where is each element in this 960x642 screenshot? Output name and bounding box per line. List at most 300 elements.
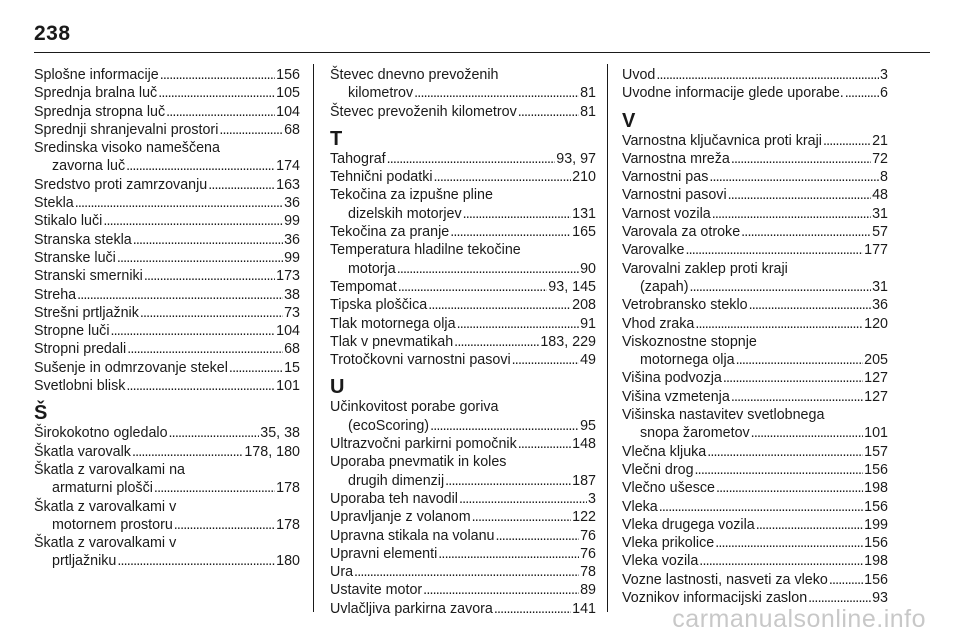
dot-leader: [686, 241, 864, 259]
index-entry-term: Uporaba pnevmatik in koles: [330, 454, 507, 471]
index-entry-line: [34, 66, 300, 84]
index-entry: [622, 84, 888, 102]
index-entry-term: Varnostna ključavnica proti kraji: [622, 132, 822, 149]
dot-leader: [728, 186, 871, 204]
index-entry-line: [34, 461, 300, 479]
index-entry: [622, 443, 888, 461]
index-entry-line: [330, 186, 596, 204]
index-entry-term: Vlečni drog: [622, 461, 694, 478]
index-entry-line: [622, 516, 888, 534]
index-entry-line: [330, 453, 596, 471]
index-entry-line: [34, 103, 300, 121]
dot-leader: [756, 516, 863, 534]
index-entry-line: [34, 194, 300, 212]
index-entry: [34, 84, 300, 102]
index-entry-line: [34, 176, 300, 194]
index-entry-line: [34, 377, 300, 395]
index-entry-line: [34, 443, 300, 461]
index-entry-line: [34, 340, 300, 358]
index-entry-term: Širokokotno ogledalo: [34, 425, 168, 442]
index-page-ref: 156: [864, 461, 888, 478]
index-entry-term: prtljažniku: [52, 553, 117, 570]
dot-leader: [434, 168, 572, 186]
index-entry-term: Škatla z varovalkami v: [34, 498, 177, 515]
watermark: carmanualsonline.info: [672, 605, 926, 633]
index-entry-term: Sredinska visoko nameščena: [34, 140, 220, 157]
index-entry: [330, 223, 596, 241]
column-divider: [607, 64, 608, 612]
index-page-ref: 36: [284, 231, 300, 248]
index-page-ref: 178: [276, 516, 300, 533]
index-entry: [330, 103, 596, 121]
index-page-ref: 120: [864, 315, 888, 332]
dot-leader: [731, 150, 871, 168]
index-letter-heading: V: [622, 109, 636, 132]
dot-leader: [712, 205, 871, 223]
index-entry: [622, 388, 888, 406]
dot-leader: [512, 351, 579, 369]
index-entry-term: motornega olja: [640, 352, 735, 369]
index-entry-term: Sprednja stropna luč: [34, 103, 166, 120]
index-entry-term: kilometrov: [348, 85, 414, 102]
index-entry-line: [330, 278, 596, 296]
index-entry-line: [34, 286, 300, 304]
index-entry: [34, 304, 300, 322]
index-entry-term: Varnostni pas: [622, 169, 709, 186]
index-entry-term: Ustavite motor: [330, 582, 423, 599]
dot-leader: [454, 333, 539, 351]
dot-leader: [689, 278, 871, 296]
index-page-ref: 105: [276, 85, 300, 102]
index-entry-line: [622, 461, 888, 479]
dot-leader: [845, 84, 879, 102]
index-entry-term: Uvodne informacije glede uporabe.: [622, 85, 844, 102]
index-entry: [330, 66, 596, 103]
index-page-ref: 68: [284, 341, 300, 358]
index-entry: [34, 461, 300, 498]
index-page-ref: 183, 229: [540, 333, 596, 350]
index-entry-line: [622, 424, 888, 442]
index-entry-line: [330, 223, 596, 241]
index-entry-term: Varnostna mreža: [622, 150, 730, 167]
index-entry: [622, 296, 888, 314]
dot-leader: [823, 132, 871, 150]
index-entry: [330, 600, 596, 618]
index-entry-term: Trotočkovni varnostni pasovi: [330, 352, 511, 369]
index-page-ref: 148: [572, 436, 596, 453]
dot-leader: [741, 223, 871, 241]
index-entry-term: Števec prevoženih kilometrov: [330, 103, 517, 120]
index-entry-term: Tempomat: [330, 278, 397, 295]
dot-leader: [77, 286, 283, 304]
index-entry-term: Tehnični podatki: [330, 169, 433, 186]
index-entry-line: [330, 527, 596, 545]
index-entry: [622, 516, 888, 534]
index-entry-term: Strešni prtljažnik: [34, 304, 139, 321]
index-page-ref: 15: [284, 359, 300, 376]
index-page-ref: 198: [864, 480, 888, 497]
index-entry: [622, 223, 888, 241]
index-entry-line: [34, 479, 300, 497]
index-page-ref: 95: [580, 417, 596, 434]
index-entry-term: Vleka vozila: [622, 553, 699, 570]
index-entry: [330, 581, 596, 599]
index-entry-term: Škatla varovalk: [34, 443, 131, 460]
index-page-ref: 81: [580, 103, 596, 120]
dot-leader: [715, 534, 863, 552]
dot-leader: [723, 369, 863, 387]
index-page-ref: 36: [284, 195, 300, 212]
index-page-ref: 36: [872, 297, 888, 314]
index-page-ref: 101: [276, 378, 300, 395]
dot-leader: [117, 552, 275, 570]
index-entry-term: Sredstvo proti zamrzovanju: [34, 176, 208, 193]
index-entry-term: Streha: [34, 286, 77, 303]
index-entry-term: Viskoznostne stopnje: [622, 333, 757, 350]
index-entry-line: [34, 552, 300, 570]
index-entry-line: [34, 139, 300, 157]
index-entry-line: [622, 66, 888, 84]
index-entry-term: Varovala za otroke: [622, 224, 741, 241]
dot-leader: [695, 315, 863, 333]
index-entry-line: [330, 205, 596, 223]
dot-leader: [111, 322, 276, 340]
index-entry-line: [330, 241, 596, 259]
index-entry: [330, 527, 596, 545]
dot-leader: [695, 461, 864, 479]
index-entry-line: [622, 315, 888, 333]
index-entry: [330, 186, 596, 223]
dot-leader: [414, 84, 579, 102]
index-entry-term: motornem prostoru: [52, 516, 173, 533]
index-entry: [330, 435, 596, 453]
index-entry-line: [330, 103, 596, 121]
index-entry: [330, 315, 596, 333]
index-entry: [622, 498, 888, 516]
dot-leader: [428, 296, 571, 314]
index-entry-line: [622, 241, 888, 259]
index-entry: [34, 176, 300, 194]
index-entry: [34, 66, 300, 84]
index-page-ref: 177: [864, 242, 888, 259]
index-entry-term: Tlak motornega olja: [330, 315, 456, 332]
index-entry-line: [330, 600, 596, 618]
dot-leader: [709, 168, 879, 186]
index-entry-line: [330, 168, 596, 186]
index-entry: [622, 571, 888, 589]
index-page-ref: 104: [276, 103, 300, 120]
index-entry-line: [34, 322, 300, 340]
dot-leader: [518, 103, 579, 121]
index-entry: [330, 168, 596, 186]
index-page-ref: 208: [572, 297, 596, 314]
index-page-ref: 210: [572, 169, 596, 186]
index-page-ref: 178, 180: [244, 443, 300, 460]
index-entry-term: Vlečno ušesce: [622, 480, 715, 497]
index-entry-line: [34, 534, 300, 552]
index-entry: [34, 359, 300, 377]
index-entry-term: Stranska stekla: [34, 231, 132, 248]
index-page-ref: 156: [276, 67, 300, 83]
index-entry-term: Uvlačljiva parkirna zavora: [330, 600, 493, 617]
index-entry-term: Vleka: [622, 498, 658, 515]
index-entry: [622, 66, 888, 84]
index-entry: [330, 563, 596, 581]
index-entry: [622, 552, 888, 570]
dot-leader: [127, 340, 283, 358]
index-entry-term: snopa žarometov: [640, 425, 750, 442]
dot-leader: [387, 150, 556, 168]
page-number: 238: [34, 22, 71, 45]
index-entry-term: Števec dnevno prevoženih: [330, 67, 499, 83]
index-entry-term: Vleka drugega vozila: [622, 516, 755, 533]
index-entry-line: [34, 212, 300, 230]
dot-leader: [229, 359, 283, 377]
dot-leader: [656, 66, 879, 84]
dot-leader: [423, 581, 579, 599]
index-entry-term: drugih dimenzij: [348, 472, 445, 489]
index-page-ref: 99: [284, 213, 300, 230]
index-entry-line: [34, 231, 300, 249]
index-entry-line: [34, 359, 300, 377]
index-entry: [622, 534, 888, 552]
index-entry-term: Učinkovitost porabe goriva: [330, 399, 499, 416]
index-column-3: [622, 66, 888, 607]
index-entry-term: Temperatura hladilne tekočine: [330, 242, 521, 259]
dot-leader: [751, 424, 863, 442]
dot-leader: [749, 296, 872, 314]
index-entry: [330, 351, 596, 369]
index-entry: [330, 296, 596, 314]
index-entry-line: [330, 563, 596, 581]
index-entry-term: Varnost vozila: [622, 205, 711, 222]
index-page-ref: 81: [580, 85, 596, 102]
index-entry: [330, 278, 596, 296]
index-entry: [330, 333, 596, 351]
index-entry-line: [622, 534, 888, 552]
index-entry: [330, 150, 596, 168]
dot-leader: [133, 231, 283, 249]
index-entry: [34, 340, 300, 358]
index-entry-term: Stranski smerniki: [34, 268, 143, 285]
index-entry-line: [330, 150, 596, 168]
index-page-ref: 101: [864, 425, 888, 442]
index-entry-line: [622, 168, 888, 186]
index-entry-term: Tlak v pnevmatikah: [330, 333, 454, 350]
index-page-ref: 73: [284, 304, 300, 321]
index-entry: [330, 545, 596, 563]
dot-leader: [707, 443, 863, 461]
index-entry: [34, 212, 300, 230]
index-page-ref: 131: [572, 205, 596, 222]
header-rule: [34, 52, 930, 53]
index-letter-heading: T: [330, 127, 343, 150]
index-page-ref: 21: [872, 132, 888, 149]
dot-leader: [494, 600, 571, 618]
index-entry: [34, 267, 300, 285]
dot-leader: [457, 315, 580, 333]
index-entry-line: [330, 260, 596, 278]
index-entry-term: Škatla z varovalkami v: [34, 535, 177, 552]
index-entry-term: Varovalke: [622, 242, 685, 259]
index-entry: [34, 534, 300, 571]
dot-leader: [166, 103, 275, 121]
index-page-ref: 31: [872, 205, 888, 222]
index-entry-term: (ecoScoring): [348, 417, 430, 434]
dot-leader: [472, 508, 571, 526]
index-page-ref: 198: [864, 553, 888, 570]
index-entry: [622, 260, 888, 297]
index-entry-term: Škatla z varovalkami na: [34, 461, 185, 478]
index-entry-term: Sprednji shranjevalni prostori: [34, 121, 219, 138]
index-page-ref: 57: [872, 224, 888, 241]
index-page-ref: 163: [276, 176, 300, 193]
index-entry-term: Vhod zraka: [622, 315, 695, 332]
index-entry-term: Upravna stikala na volanu: [330, 527, 495, 544]
index-entry-term: Upravni elementi: [330, 545, 438, 562]
index-entry: [622, 369, 888, 387]
index-entry: [622, 205, 888, 223]
index-entry-line: [330, 545, 596, 563]
index-page-ref: 31: [872, 278, 888, 295]
index-entry: [622, 150, 888, 168]
index-page-ref: 93: [872, 590, 888, 607]
index-entry-line: [622, 443, 888, 461]
dot-leader: [126, 157, 275, 175]
dot-leader: [699, 552, 863, 570]
index-entry-line: [622, 132, 888, 150]
index-page-ref: 165: [572, 224, 596, 241]
index-entry: [622, 333, 888, 370]
index-entry-line: [622, 351, 888, 369]
index-entry-term: Vleka prikolice: [622, 535, 715, 552]
index-entry-line: [622, 552, 888, 570]
index-page-ref: 6: [880, 85, 888, 102]
index-entry-term: Uvod: [622, 67, 656, 83]
index-entry-term: Tahograf: [330, 150, 386, 167]
index-entry-term: armaturni plošči: [52, 480, 153, 497]
index-entry-line: [622, 296, 888, 314]
dot-leader: [160, 66, 275, 84]
index-entry-term: Splošne informacije: [34, 67, 159, 83]
index-entry-line: [622, 260, 888, 278]
dot-leader: [169, 424, 260, 442]
index-entry-line: [622, 571, 888, 589]
dot-leader: [117, 249, 283, 267]
dot-leader: [445, 472, 571, 490]
index-page-ref: 180: [276, 553, 300, 570]
index-entry: [34, 424, 300, 442]
index-page-ref: 122: [572, 509, 596, 526]
dot-leader: [459, 490, 587, 508]
index-entry-line: [34, 249, 300, 267]
index-entry: [622, 168, 888, 186]
index-entry-line: [34, 516, 300, 534]
index-entry-term: Višina vzmetenja: [622, 388, 730, 405]
dot-leader: [75, 194, 283, 212]
index-entry-term: motorja: [348, 260, 396, 277]
index-entry: [622, 479, 888, 497]
index-page-ref: 156: [864, 535, 888, 552]
index-entry-term: Varnostni pasovi: [622, 187, 727, 204]
index-entry-line: [622, 369, 888, 387]
index-entry-term: Stropni predali: [34, 341, 127, 358]
index-page-ref: 78: [580, 564, 596, 581]
index-entry-term: Voznikov informacijski zaslon: [622, 590, 808, 607]
index-entry-line: [34, 84, 300, 102]
index-entry: [34, 103, 300, 121]
index-entry-line: [622, 333, 888, 351]
index-page-ref: 99: [284, 249, 300, 266]
index-page-ref: 76: [580, 545, 596, 562]
index-page-ref: 76: [580, 527, 596, 544]
index-entry-term: zavorna luč: [52, 158, 126, 175]
index-page-ref: 3: [588, 490, 596, 507]
index-entry-line: [330, 581, 596, 599]
dot-leader: [140, 304, 283, 322]
index-page-ref: 187: [572, 472, 596, 489]
index-letter-heading: U: [330, 376, 345, 399]
index-entry-line: [622, 223, 888, 241]
index-entry-line: [622, 479, 888, 497]
index-entry: [34, 286, 300, 304]
index-page-ref: 35, 38: [260, 425, 300, 442]
index-entry-term: Vetrobransko steklo: [622, 297, 748, 314]
dot-leader: [397, 260, 579, 278]
index-page-ref: 38: [284, 286, 300, 303]
index-page-ref: 91: [580, 315, 596, 332]
index-entry-term: Tekočina za pranje: [330, 224, 450, 241]
index-entry-line: [34, 267, 300, 285]
index-entry-term: Stekla: [34, 195, 74, 212]
dot-leader: [716, 479, 863, 497]
index-entry-line: [622, 406, 888, 424]
index-entry-line: [622, 498, 888, 516]
index-entry-term: Tekočina za izpušne pline: [330, 187, 493, 204]
index-entry-line: [330, 84, 596, 102]
dot-leader: [174, 516, 275, 534]
index-entry: [330, 508, 596, 526]
index-entry-term: dizelskih motorjev: [348, 205, 462, 222]
dot-leader: [731, 388, 863, 406]
index-entry-term: Stropne luči: [34, 323, 110, 340]
index-entry-line: [330, 398, 596, 416]
index-entry: [34, 249, 300, 267]
index-entry: [330, 398, 596, 435]
index-entry-term: Stranske luči: [34, 249, 116, 266]
index-entry-line: [330, 351, 596, 369]
index-entry: [622, 461, 888, 479]
index-column-2: [330, 66, 596, 618]
index-entry: [34, 231, 300, 249]
index-page-ref: 127: [864, 388, 888, 405]
index-entry-term: Ura: [330, 564, 354, 581]
index-page-ref: 93, 145: [548, 278, 596, 295]
index-entry-line: [34, 304, 300, 322]
dot-leader: [463, 205, 572, 223]
index-page-ref: 174: [276, 158, 300, 175]
index-entry: [330, 490, 596, 508]
index-entry: [622, 406, 888, 443]
index-page-ref: 3: [880, 67, 888, 83]
dot-leader: [154, 479, 275, 497]
index-entry-term: Vozne lastnosti, nasveti za vleko: [622, 571, 828, 588]
index-entry: [330, 453, 596, 490]
dot-leader: [496, 527, 580, 545]
dot-leader: [450, 223, 571, 241]
index-page-ref: 199: [864, 516, 888, 533]
dot-leader: [829, 571, 863, 589]
